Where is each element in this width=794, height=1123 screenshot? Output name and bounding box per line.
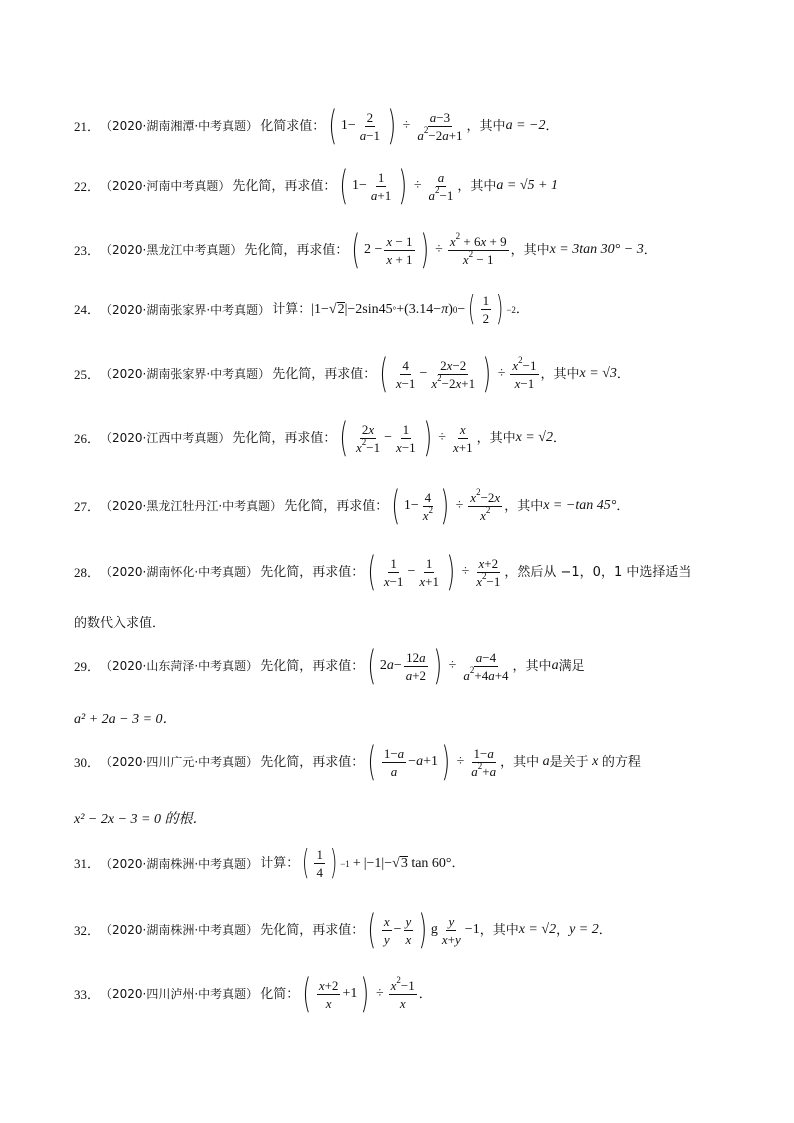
expression: ( $\frac{1}{x-1}$ − $\frac{1}{x+1}$ ) ÷ $\frac{x+2}{x^2-1}$ bbox=[367, 549, 501, 595]
problem-task: 计算： bbox=[272, 302, 312, 317]
problem-source: （2020·湖南张家界·中考真题） bbox=[100, 302, 271, 317]
expression: ( 2 a − $\frac{12a}{a+2}$ ) ÷ $\frac{a-4}{a^2+4a+4}$ bbox=[367, 643, 509, 689]
problem-source: （2020·湖南湘潭·中考真题） bbox=[100, 119, 259, 133]
problem-task: 先化简，再求值： bbox=[260, 564, 365, 580]
condition-variable-x: x bbox=[588, 754, 602, 769]
problem-30-continuation bbox=[74, 808, 734, 828]
problem-task: 化简： bbox=[260, 986, 300, 1002]
expression: |1−√ 2 |−2sin45 ° +(3.14− π ) 0 − ( $\frac{1}{2}$ ) −2 bbox=[311, 289, 516, 330]
expression: ( $\frac{2x}{x^2-1}$ − $\frac{1}{x-1}$ ) ÷ $\frac{x}{x+1}$ bbox=[339, 415, 473, 461]
condition-mid: 是关于 bbox=[549, 754, 589, 770]
problem-source: （2020·湖南怀化·中考真题） bbox=[100, 565, 259, 579]
condition-text: ，其中 bbox=[540, 366, 580, 382]
problem-28 bbox=[74, 549, 734, 595]
end-mark: ． bbox=[616, 498, 630, 514]
condition-text: ，其中 bbox=[457, 178, 497, 194]
problem-task: 先化简，再求值： bbox=[260, 922, 365, 938]
problem-task: 先化简，再求值： bbox=[260, 658, 365, 674]
expression: ( 1− $\frac{4}{x^2}$ ) ÷ $\frac{x^2-2x}{x^2}$ bbox=[391, 483, 501, 529]
end-mark: ． bbox=[418, 986, 432, 1002]
problem-26 bbox=[74, 415, 734, 461]
problem-number: 29． bbox=[74, 658, 101, 674]
problem-number: 26． bbox=[74, 430, 101, 446]
problem-number: 28． bbox=[74, 564, 101, 580]
condition-after: 满足 bbox=[558, 658, 585, 674]
problem-25 bbox=[74, 351, 734, 397]
problem-33 bbox=[74, 971, 734, 1017]
problem-source: （2020·江西中考真题） bbox=[100, 431, 231, 445]
problem-22 bbox=[74, 163, 734, 209]
expression: ( 1− $\frac{2}{a-1}$ ) ÷ $\frac{a-3}{a^2-2a+1}$ bbox=[328, 103, 463, 149]
problem-source: （2020·湖南株洲·中考真题） bbox=[100, 856, 259, 871]
problem-number: 24． bbox=[74, 302, 101, 317]
continuation-text: a² + 2a − 3 = 0． bbox=[74, 712, 177, 727]
problem-number: 27． bbox=[74, 498, 101, 514]
condition-value: x = 3tan 30° − 3 bbox=[549, 242, 644, 257]
expression: ( $\frac{1-a}{a}$ − a +1 ) ÷ $\frac{1-a}{a^2+a}$ bbox=[367, 739, 497, 785]
problem-23 bbox=[74, 227, 734, 273]
expression: ( $\frac{1}{4}$ ) −1 + |−1|−√ 3 tan 60° bbox=[302, 843, 452, 884]
condition-value: a = √5 + 1 bbox=[496, 178, 558, 193]
problem-source: （2020·湖南株洲·中考真题） bbox=[100, 923, 259, 937]
end-mark: ． bbox=[598, 922, 612, 938]
problem-task: 先化简，再求值： bbox=[284, 498, 389, 514]
problem-source: （2020·山东菏泽·中考真题） bbox=[100, 659, 259, 673]
problem-source: （2020·四川泸州·中考真题） bbox=[100, 987, 259, 1001]
condition-text: ，其中 bbox=[512, 658, 552, 674]
problem-30 bbox=[74, 739, 734, 785]
problem-source: （2020·四川广元·中考真题） bbox=[100, 755, 259, 769]
problem-24 bbox=[74, 289, 734, 330]
condition-text: ，然后从 −1，0，1 中选择适当 bbox=[504, 564, 692, 580]
problem-31 bbox=[74, 843, 734, 884]
condition-value: x = √3 bbox=[579, 366, 617, 381]
problem-29 bbox=[74, 643, 734, 689]
problem-task: 先化简，再求值： bbox=[232, 430, 337, 446]
problem-number: 22． bbox=[74, 178, 101, 194]
condition-value: x = √2 bbox=[518, 922, 557, 937]
condition-text: ，其中 bbox=[476, 430, 516, 446]
condition-text: ，其中 bbox=[510, 242, 550, 258]
problem-source: （2020·黑龙江中考真题） bbox=[100, 243, 243, 257]
problem-task: 先化简，再求值： bbox=[260, 754, 365, 770]
problem-27 bbox=[74, 483, 734, 529]
problem-task: 计算： bbox=[260, 856, 300, 871]
problem-source: （2020·湖南张家界·中考真题） bbox=[100, 367, 271, 381]
problem-number: 21． bbox=[74, 118, 101, 134]
problem-number: 31． bbox=[74, 856, 101, 871]
problem-number: 33． bbox=[74, 986, 101, 1002]
expression: ( $\frac{x}{y}$ − $\frac{y}{x}$ ) g $\frac{y}{x+y}$ −1 bbox=[367, 907, 480, 953]
continuation-text: 的数代入求值． bbox=[74, 616, 166, 631]
expression: ( 2 − $\frac{x - 1}{x + 1}$ ) ÷ $\frac{x^2 + 6x + 9}{x^2 - 1}$ bbox=[351, 227, 507, 273]
condition-value: x = −tan 45° bbox=[543, 498, 617, 513]
problem-28-continuation bbox=[74, 612, 734, 631]
problem-number: 25． bbox=[74, 366, 101, 382]
end-mark: ． bbox=[545, 118, 559, 134]
condition-text: ，其中 bbox=[504, 498, 544, 514]
problem-task: 先化简，再求值： bbox=[232, 178, 337, 194]
problem-task: 先化简，再求值： bbox=[244, 242, 349, 258]
end-mark: ． bbox=[552, 430, 566, 446]
problem-21 bbox=[74, 103, 734, 149]
continuation-text: x² − 2x − 3 = 0 的根． bbox=[74, 812, 207, 827]
condition-value: a = −2 bbox=[505, 118, 546, 133]
condition-value: x = √2 bbox=[515, 430, 553, 445]
problem-task: 化简求值： bbox=[260, 118, 326, 134]
condition-value-2: y = 2 bbox=[569, 922, 599, 937]
problem-32 bbox=[74, 907, 734, 953]
expression: ( $\frac{4}{x-1}$ − $\frac{2x-2}{x^2-2x+1}$ ) ÷ $\frac{x^2-1}{x-1}$ bbox=[379, 351, 537, 397]
problem-29-continuation bbox=[74, 708, 734, 728]
condition-text: ，其中 bbox=[479, 922, 519, 938]
expression: ( 1− $\frac{1}{a+1}$ ) ÷ $\frac{a}{a^2-1}$ bbox=[339, 163, 454, 209]
condition-after: 的方程 bbox=[601, 754, 641, 770]
problem-number: 23． bbox=[74, 242, 101, 258]
separator: ， bbox=[556, 922, 570, 938]
condition-variable: a bbox=[539, 754, 550, 769]
problem-source: （2020·河南中考真题） bbox=[100, 179, 231, 193]
problem-source: （2020·黑龙江牡丹江·中考真题） bbox=[100, 499, 283, 513]
condition-text: ，其中 bbox=[500, 754, 540, 770]
expression: ( $\frac{x+2}{x}$ +1 ) ÷ $\frac{x^2-1}{x}$ bbox=[302, 971, 415, 1017]
problem-task: 先化简，再求值： bbox=[272, 366, 377, 382]
end-mark: ． bbox=[451, 856, 465, 871]
problem-number: 30． bbox=[74, 754, 101, 770]
end-mark: ． bbox=[616, 366, 630, 382]
problem-number: 32． bbox=[74, 922, 101, 938]
condition-text: ，其中 bbox=[466, 118, 506, 134]
condition-variable: a bbox=[551, 658, 559, 673]
end-mark: ． bbox=[515, 302, 529, 317]
end-mark: ． bbox=[643, 242, 657, 258]
